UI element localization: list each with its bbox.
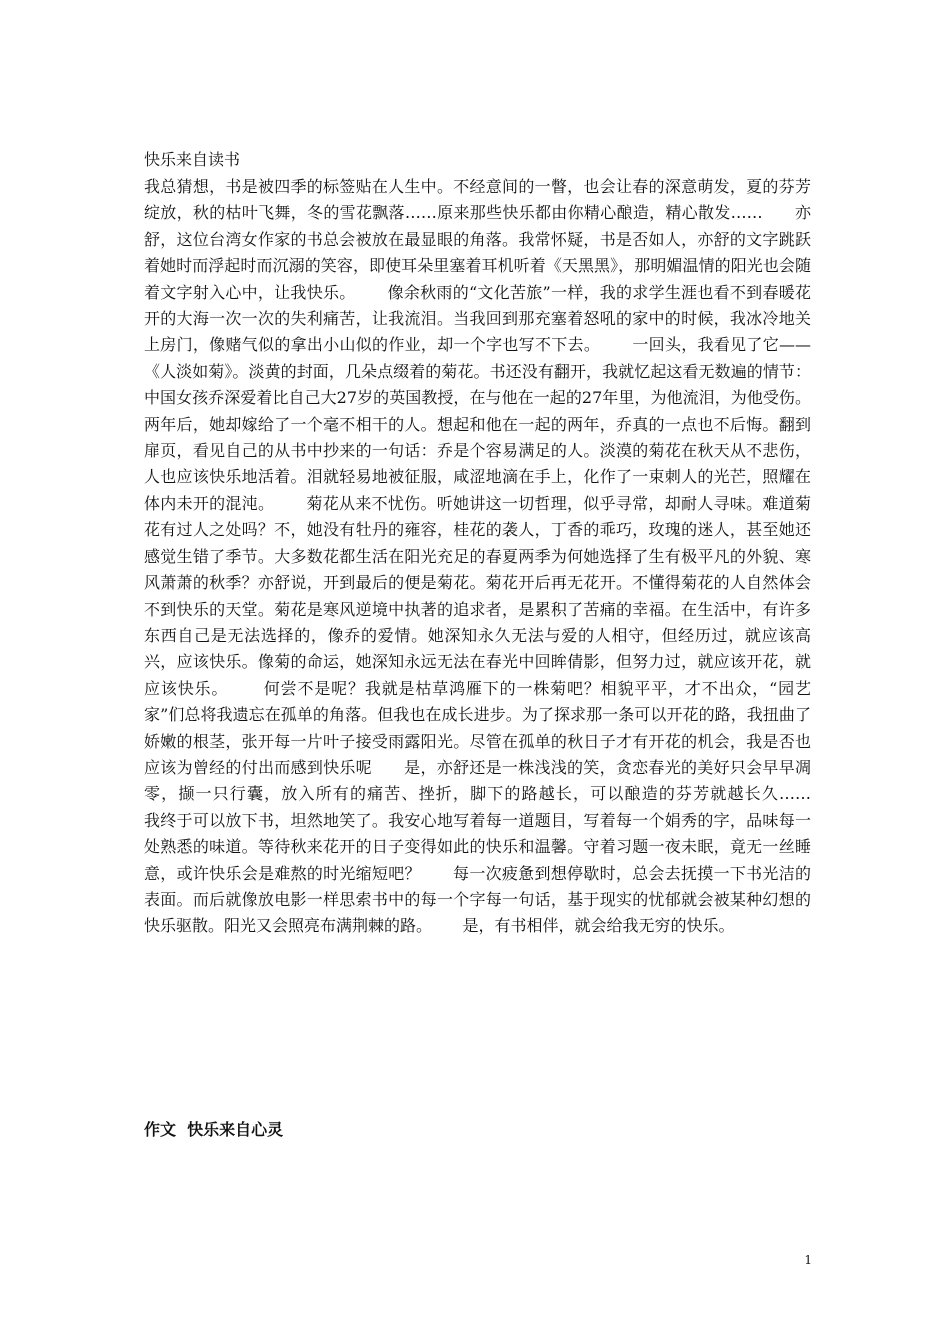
page-number: 1 [804, 1253, 812, 1267]
essay-body-text: 我总猜想，书是被四季的标签贴在人生中。不经意间的一瞥，也会让春的深意萌发，夏的芬芳绽放，秋的枯叶飞舞，冬的雪花飘落……原来那些快乐都由你精心酿造，精心散发…… 亦舒，这位台湾女作家的书总会被放在最显眼的角落。我常怀疑，书是否如人，亦舒的文字跳跃着她时而浮起时而沉溺的笑容，即使耳朵里塞着耳机听着《天黑黑》，那明媚温情的阳光也会随着文字射入心中，让我快乐。 像余秋雨的“文化苦旅”一样，我的求学生涯也看不到春暖花开的大海一次一次的失利痛苦，让我流泪。当我回到那充塞着怒吼的家中的时候，我冰冷地关上房门，像赌气似的拿出小山似的作业，却一个字也写不下去。 一回头，我看见了它——《人淡如菊》。淡黄的封面，几朵点缀着的菊花。书还没有翻开，我就忆起这看无数遍的情节：中国女孩乔深爱着比自己大27岁的英国教授，在与他在一起的27年里，为他流泪，为他受伤。两年后，她却嫁给了一个毫不相干的人。想起和他在一起的两年，乔真的一点也不后悔。翻到扉页，看见自己的从书中抄来的一句话：乔是个容易满足的人。淡漠的菊花在秋天从不悲伤，人也应该快乐地活着。泪就轻易地被征服，咸涩地滴在手上，化作了一束刺人的光芒，照耀在体内未开的混沌。 菊花从来不忧伤。听她讲这一切哲理，似乎寻常，却耐人寻味。难道菊花有过人之处吗？不，她没有牡丹的雍容，桂花的袭人，丁香的乖巧，玫瑰的迷人，甚至她还感觉生错了季节。大多数花都生活在阳光充足的春夏两季为何她选择了生有极平凡的外貌、寒风萧萧的秋季？亦舒说，开到最后的便是菊花。菊花开后再无花开。不懂得菊花的人自然体会不到快乐的天堂。菊花是寒风逆境中执著的追求者，是累积了苦痛的幸福。在生活中，有许多东西自己是无法选择的，像乔的爱情。她深知永久无法与爱的人相守，但经历过，就应该高兴，应该快乐。像菊的命运，她深知永远无法在春光中回眸倩影，但努力过，就应该开花，就应该快乐。 何尝不是呢？我就是枯草鸿雁下的一株菊吧？相貌平平，才不出众，“园艺家”们总将我遗忘在孤单的角落。但我也在成长进步。为了探求那一条可以开花的路，我扭曲了娇嫩的根茎，张开每一片叶子接受雨露阳光。尽管在孤单的秋日子才有开花的机会，我是否也应该为曾经的付出而感到快乐呢 是，亦舒还是一株浅浅的笑，贪恋春光的美好只会早早凋零，撷一只行囊，放入所有的痛苦、挫折，脚下的路越长，可以酿造的芬芳就越长久…… 我终于可以放下书，坦然地笑了。我安心地写着每一道题目，写着每一个娟秀的字，品味每一处熟悉的味道。等待秋来花开的日子变得如此的快乐和温馨。守着习题一夜未眠，竟无一丝睡意，或许快乐会是难熬的时光缩短吧？ 每一次疲惫到想停歇时，总会去抚摸一下书光洁的表面。而后就像放电影一样思索书中的每一个字每一句话，基于现实的忧郁就会被某种幻想的快乐驱散。阳光又会照亮布满荆棘的路。 是，有书相伴，就会给我无穷的快乐。 [144, 177, 842, 936]
document-title: 快乐来自读书 [144, 150, 241, 169]
next-essay-heading: 作文 快乐来自心灵 [144, 1120, 284, 1139]
